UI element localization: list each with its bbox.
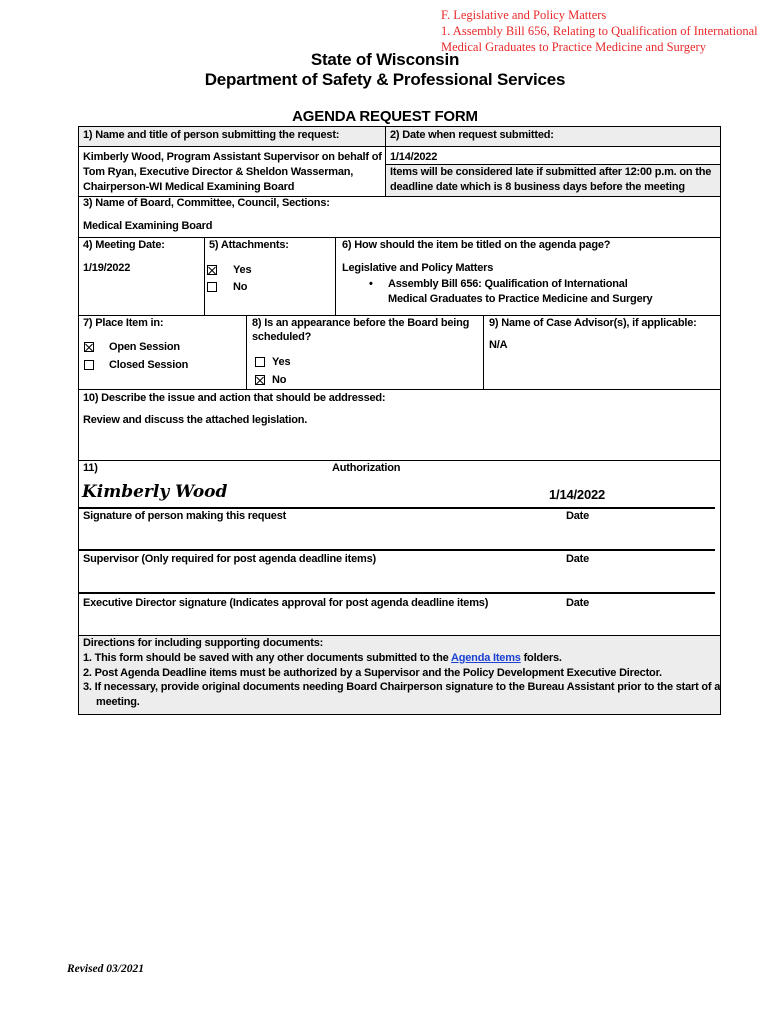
rule	[78, 146, 721, 147]
directions-item-1	[83, 651, 562, 666]
q6-value-line1: Legislative and Policy Matters	[342, 262, 494, 274]
executive-date-label: Date	[566, 597, 590, 609]
directions-item-2: 2. Post Agenda Deadline items must be authorized by a Supervisor and the Policy Development Executive Director.	[83, 667, 662, 679]
q1-value-line2: Tom Ryan, Executive Director & Sheldon Wasserman,	[83, 166, 354, 178]
q4-label: 4) Meeting Date:	[83, 239, 165, 251]
q8-label-line2: scheduled?	[252, 331, 312, 343]
q10-label: 10) Describe the issue and action that should be addressed:	[83, 392, 386, 404]
q1-value-line3: Chairperson-WI Medical Examining Board	[83, 181, 295, 193]
bullet-icon: •	[369, 278, 373, 290]
q2-note-line2: deadline date which is 8 business days before the meeting	[390, 181, 685, 193]
directions-item-1-tail: folders.	[520, 652, 562, 664]
authorization-heading: Authorization	[332, 462, 401, 474]
stamp-line-2: 1. Assembly Bill 656, Relating to Qualification of International	[441, 24, 758, 38]
q6-label: 6) How should the item be titled on the agenda page?	[342, 239, 611, 251]
rule	[483, 315, 484, 389]
directions-item-1-text: 1. This form should be saved with any other documents submitted to the	[83, 652, 451, 664]
q2-label: 2) Date when request submitted:	[390, 129, 554, 141]
state-title: State of Wisconsin	[310, 50, 460, 69]
q11-label: 11)	[83, 462, 98, 474]
signature-date-label: Date	[566, 510, 590, 522]
attachments-yes-label: Yes	[233, 264, 252, 276]
q3-value: Medical Examining Board	[83, 220, 213, 232]
supervisor-signature-line	[78, 549, 715, 551]
q5-label: 5) Attachments:	[209, 239, 289, 251]
q6-value-line3: Medical Graduates to Practice Medicine and Surgery	[388, 293, 653, 305]
closed-session-checkbox[interactable]	[84, 360, 94, 370]
department-title: Department of Safety & Professional Services	[204, 70, 566, 89]
q10-value: Review and discuss the attached legislation.	[83, 414, 308, 426]
appearance-yes-checkbox[interactable]	[255, 357, 265, 367]
q3-label: 3) Name of Board, Committee, Council, Sections:	[83, 197, 330, 209]
supervisor-date-label: Date	[566, 553, 590, 565]
agenda-items-link[interactable]: Agenda Items	[451, 652, 521, 664]
q4-value: 1/19/2022	[83, 262, 131, 274]
stamp-line-3: Medical Graduates to Practice Medicine and Surgery	[441, 40, 706, 54]
directions-item-3-line2: meeting.	[96, 696, 140, 708]
revised-date: Revised 03/2021	[67, 963, 144, 975]
table-bottom-border	[78, 714, 721, 715]
executive-label: Executive Director signature (Indicates approval for post agenda deadline items)	[83, 597, 489, 609]
rule	[204, 237, 205, 315]
form-title: AGENDA REQUEST FORM	[292, 108, 478, 125]
q2-value: 1/14/2022	[390, 151, 438, 163]
table-left-border	[78, 126, 79, 715]
q2-note-line1: Items will be considered late if submitted after 12:00 p.m. on the	[390, 166, 712, 178]
appearance-yes-label: Yes	[272, 356, 291, 368]
signature-date: 1/14/2022	[549, 487, 606, 502]
q9-value: N/A	[489, 339, 508, 351]
closed-session-label: Closed Session	[109, 359, 189, 371]
q9-label: 9) Name of Case Advisor(s), if applicable:	[489, 317, 697, 329]
rule	[78, 389, 721, 390]
attachments-no-checkbox[interactable]	[207, 282, 217, 292]
directions-item-3-line1: 3. If necessary, provide original documents needing Board Chairperson signature to the Bureau Assistant prior to the start of a	[83, 681, 721, 693]
q6-value-line2: Assembly Bill 656: Qualification of International	[388, 278, 628, 290]
attachments-no-label: No	[233, 281, 248, 293]
stamp-line-1: F. Legislative and Policy Matters	[441, 8, 607, 22]
attachments-yes-checkbox[interactable]	[207, 265, 217, 275]
rule	[385, 126, 386, 196]
table-top-border	[78, 126, 721, 127]
table-right-border	[720, 126, 721, 715]
signature-label: Signature of person making this request	[83, 510, 287, 522]
q7-label: 7) Place Item in:	[83, 317, 164, 329]
open-session-checkbox[interactable]	[84, 342, 94, 352]
q1-value-line1: Kimberly Wood, Program Assistant Supervisor on behalf of	[83, 151, 382, 163]
rule	[335, 237, 336, 315]
agenda-item-stamp	[441, 7, 766, 55]
executive-signature-line	[78, 592, 715, 594]
signature: Kimberly Wood	[82, 482, 228, 502]
q1-label: 1) Name and title of person submitting the request:	[83, 129, 340, 141]
appearance-no-checkbox[interactable]	[255, 375, 265, 385]
supervisor-label: Supervisor (Only required for post agenda deadline items)	[83, 553, 376, 565]
directions-title: Directions for including supporting documents:	[83, 637, 324, 649]
appearance-no-label: No	[272, 374, 287, 386]
open-session-label: Open Session	[109, 341, 180, 353]
q8-label-line1: 8) Is an appearance before the Board being	[252, 317, 470, 329]
rule	[246, 315, 247, 389]
